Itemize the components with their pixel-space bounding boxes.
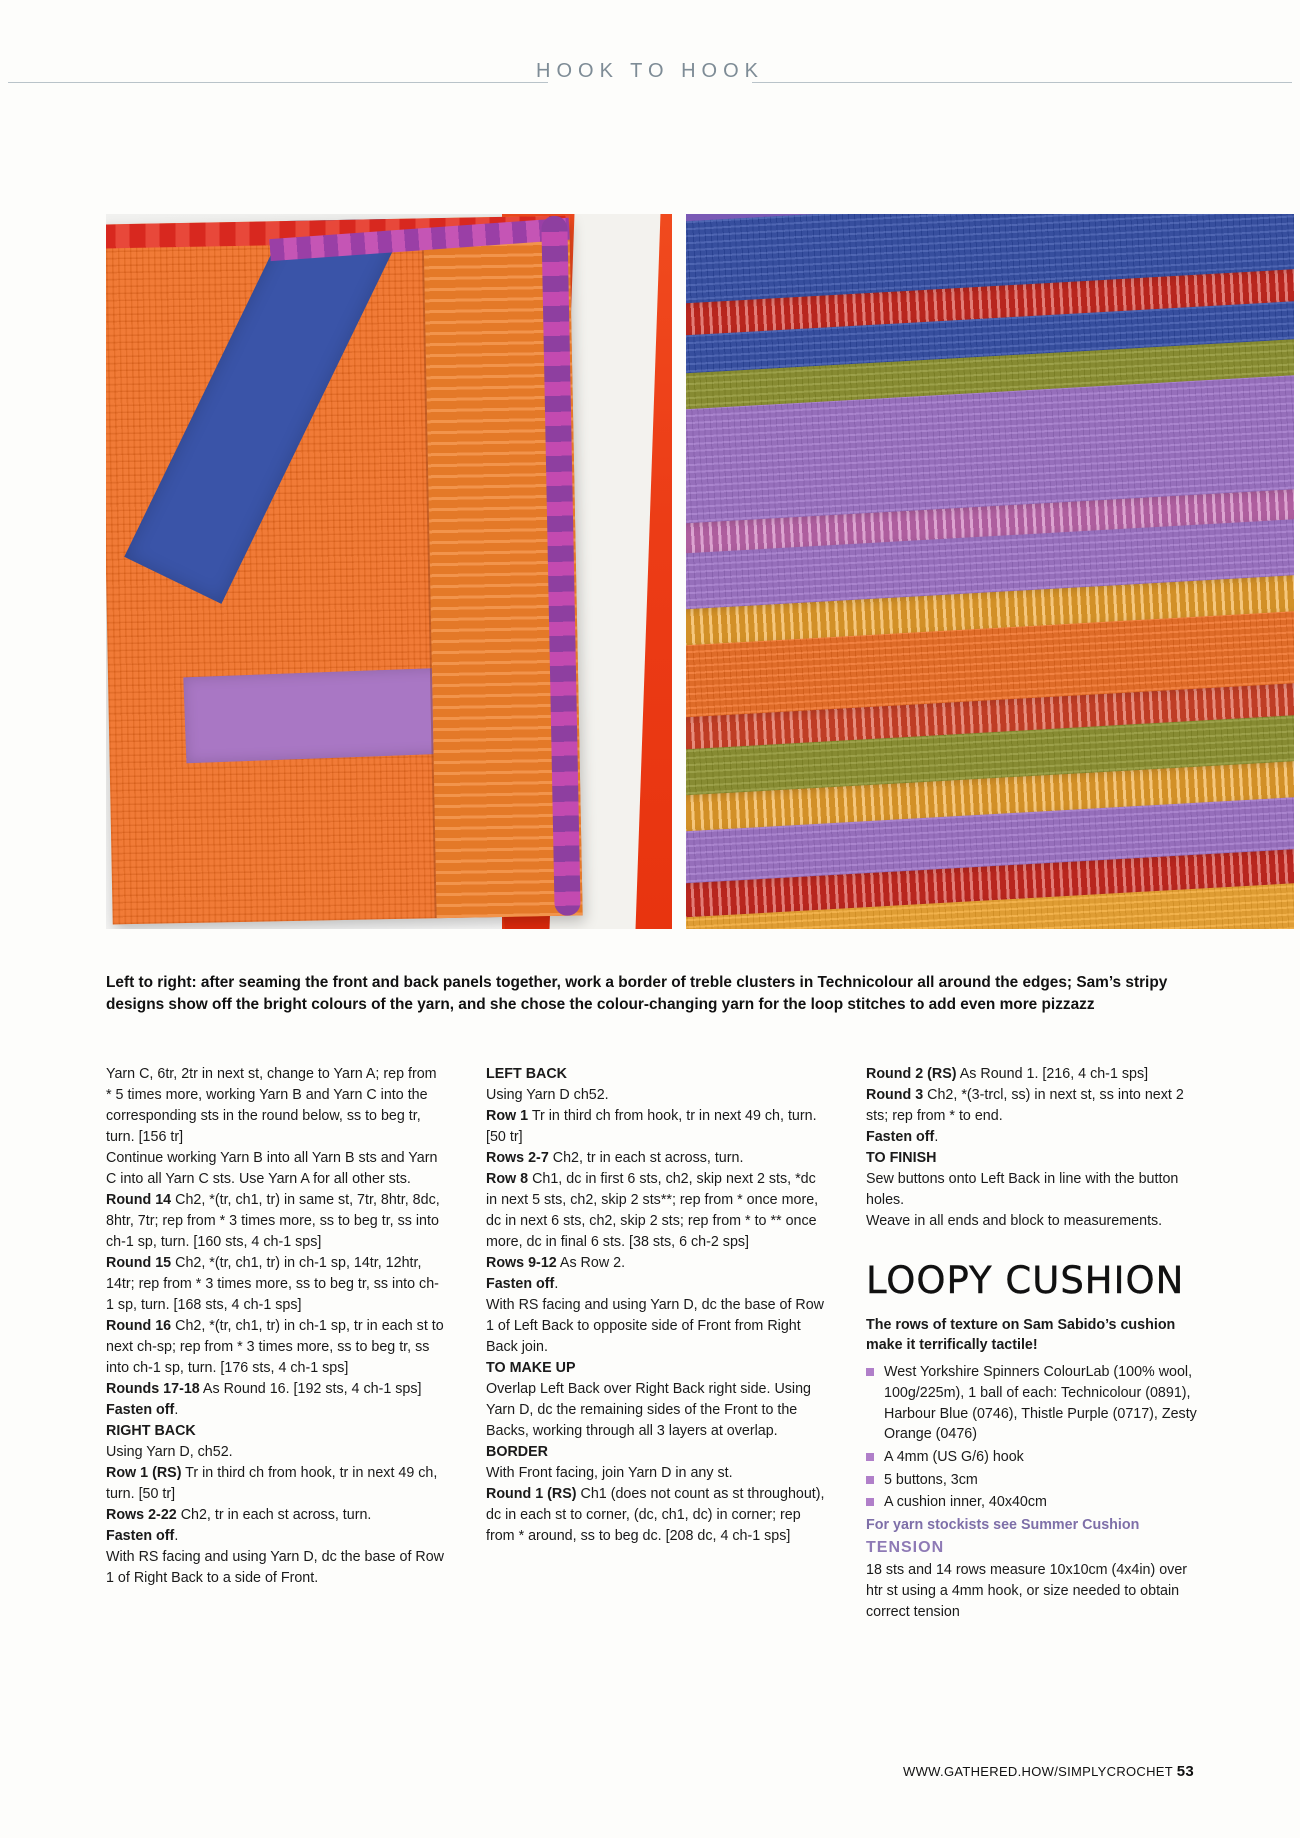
bullet-square-icon: [866, 1476, 874, 1484]
section-border: BORDER: [486, 1444, 548, 1461]
lb-row-8-text: Ch1, dc in first 6 sts, ch2, skip next 2 sts, *dc in next 5 sts, ch2, skip 2 sts**; rep from * once more, dc in next 6 sts, ch2, skip 2 sts; rep from * to ** once more, dc in final 6 sts. [38 sts, 6 ch-2 sps]: [486, 1171, 819, 1251]
round-3-label: Round 3: [866, 1087, 924, 1104]
footer-url: WWW.GATHERED.HOW/SIMPLYCROCHET: [903, 1764, 1173, 1779]
photo-caption: Left to right: after seaming the front and back panels together, work a border of treble clusters in Technicolour all around the edges; Sam’s stripy designs show off the bright colours of the yarn, and she chose the colour-changing yarn for the loop stitches to add even more pizzazz: [106, 974, 1168, 1013]
loopy-cushion-title: LOOPY CUSHION: [866, 1259, 1185, 1303]
page-footer: [903, 1763, 1194, 1780]
photo-cushion-front: [106, 216, 583, 925]
fasten-off-dot: .: [174, 1402, 179, 1419]
paragraph: With Front facing, join Yarn D in any st.: [486, 1465, 733, 1482]
material-text: A cushion inner, 40x40cm: [884, 1494, 1047, 1511]
lb-row-1: [486, 1106, 826, 1148]
round-15: [106, 1253, 446, 1316]
page-title: HOOK TO HOOK: [536, 60, 764, 82]
list-item: [866, 1447, 1206, 1468]
materials-list: [866, 1362, 1206, 1513]
lb-rows-2-7-label: Rows 2-7: [486, 1150, 549, 1167]
list-item: [866, 1470, 1206, 1491]
page-header: [0, 60, 1300, 100]
photo-strip: [106, 214, 1300, 929]
round-15-label: Round 15: [106, 1255, 172, 1272]
list-item: [866, 1362, 1206, 1445]
round-3-text: Ch2, *(3-trcl, ss) in next st, ss into next 2 sts; rep from * to end.: [866, 1087, 1184, 1125]
photo-front-panel: [106, 214, 672, 929]
list-item: [866, 1492, 1206, 1513]
fasten-off-label: Fasten off: [866, 1129, 935, 1146]
round-14-label: Round 14: [106, 1192, 172, 1209]
lb-fasten-off-dot: .: [554, 1276, 559, 1293]
column-3: [866, 1064, 1206, 1623]
lb-rows-9-12-text: As Row 2.: [556, 1255, 626, 1272]
round-15-text: Ch2, *(tr, ch1, tr) in ch-1 sp, 14tr, 12htr, 14tr; rep from * 3 times more, ss to beg tr, ss into ch-1 sp, turn. [168 sts, 4 ch-1 sps]: [106, 1255, 439, 1314]
loopy-cushion-standfirst: The rows of texture on Sam Sabido’s cushion make it terrifically tactile!: [866, 1316, 1176, 1353]
paragraph: With RS facing and using Yarn D, dc the base of Row 1 of Right Back to a side of Front.: [106, 1549, 445, 1587]
rounds-17-18-text: As Round 16. [192 sts, 4 ch-1 sps]: [199, 1381, 422, 1398]
border-round-1-text: Ch1 (does not count as st throughout), dc in each st to corner, (dc, ch1, dc) in corner; rep from * around, ss to beg dc. [208 dc, 4 ch-1 sps]: [486, 1486, 825, 1545]
material-text: West Yorkshire Spinners ColourLab (100% wool, 100g/225m), 1 ball of each: Technicolour (0891), Harbour Blue (0746), Thistle Purple (0717), Zesty Orange (0476): [884, 1364, 1197, 1443]
rounds-17-18-label: Rounds 17-18: [106, 1381, 200, 1398]
paragraph: Sew buttons onto Left Back in line with the button holes.: [866, 1171, 1179, 1209]
page-number: 53: [1176, 1763, 1194, 1780]
bullet-square-icon: [866, 1498, 874, 1506]
photo-purple-stripe: [183, 668, 448, 764]
fasten-off-label: Fasten off: [106, 1402, 175, 1419]
material-text: A 4mm (US G/6) hook: [884, 1448, 1024, 1465]
column-2: [486, 1064, 826, 1547]
stockists-note: For yarn stockists see Summer Cushion: [866, 1517, 1140, 1534]
lb-row-8: [486, 1169, 826, 1253]
article-columns: [106, 1064, 1206, 1764]
rb-row-1-text: Tr in third ch from hook, tr in next 49 ch, turn. [50 tr]: [106, 1465, 438, 1503]
round-16: [106, 1316, 446, 1379]
border-round-1-label: Round 1 (RS): [486, 1486, 577, 1503]
section-right-back: RIGHT BACK: [106, 1423, 196, 1440]
rb-rows-2-22: [106, 1505, 446, 1526]
round-2-text: As Round 1. [216, 4 ch-1 sps]: [956, 1066, 1149, 1082]
lb-rows-2-7: [486, 1148, 826, 1169]
fasten-off: [866, 1127, 1206, 1148]
fasten-off-dot: .: [934, 1129, 939, 1146]
rb-fasten-off-label: Fasten off: [106, 1528, 175, 1545]
photo-loopy-stripes: [686, 214, 1294, 929]
border-round-1: [486, 1484, 826, 1547]
round-3: [866, 1085, 1206, 1127]
rb-rows-text: Ch2, tr in each st across, turn.: [176, 1507, 372, 1524]
lb-row-8-label: Row 8: [486, 1171, 529, 1188]
rb-row-1-label: Row 1 (RS): [106, 1465, 182, 1482]
fasten-off: [106, 1400, 446, 1421]
rb-fasten-off-dot: .: [174, 1528, 179, 1545]
paragraph: Yarn C, 6tr, 2tr in next st, change to Yarn A; rep from * 5 times more, working Yarn B and Yarn C into the corresponding sts in the round below, ss to beg tr, turn. [156 tr]: [106, 1066, 437, 1146]
lb-rows-9-12: [486, 1253, 826, 1274]
photo-loopy-detail: [686, 214, 1294, 929]
bullet-square-icon: [866, 1368, 874, 1376]
rb-row-1: [106, 1463, 446, 1505]
tension-text: 18 sts and 14 rows measure 10x10cm (4x4in) over htr st using a 4mm hook, or size needed to obtain correct tension: [866, 1561, 1188, 1620]
paragraph: Weave in all ends and block to measurements.: [866, 1213, 1163, 1230]
lb-rows-9-12-label: Rows 9-12: [486, 1255, 557, 1272]
bullet-square-icon: [866, 1453, 874, 1461]
round-16-text: Ch2, *(tr, ch1, tr) in ch-1 sp, tr in each st to next ch-sp; rep from * 3 times more, ss to beg tr, ss into ch-1 sp, turn. [176 sts, 4 ch-1 sps]: [106, 1318, 444, 1377]
round-14: [106, 1190, 446, 1253]
paragraph: Using Yarn D ch52.: [486, 1087, 609, 1104]
paragraph: Overlap Left Back over Right Back right side. Using Yarn D, dc the remaining sides of the Front to the Backs, working through all 3 layers at overlap.: [486, 1381, 812, 1440]
rb-rows-label: Rows 2-22: [106, 1507, 177, 1524]
column-1: [106, 1064, 446, 1589]
section-to-finish: TO FINISH: [866, 1150, 937, 1167]
round-2: [866, 1064, 1206, 1085]
lb-fasten-off-label: Fasten off: [486, 1276, 555, 1293]
lb-row-1-label: Row 1: [486, 1108, 529, 1125]
section-to-make-up: TO MAKE UP: [486, 1360, 576, 1377]
rb-fasten-off: [106, 1526, 446, 1547]
section-tension: TENSION: [866, 1539, 945, 1557]
round-14-text: Ch2, *(tr, ch1, tr) in same st, 7tr, 8htr, 8dc, 8htr, 7tr; rep from * 3 times more, ss to beg tr, ss into ch-1 sp, turn. [160 sts, 4 ch-1 sps]: [106, 1192, 440, 1251]
rounds-17-18: [106, 1379, 446, 1400]
lb-fasten-off: [486, 1274, 826, 1295]
lb-rows-2-7-text: Ch2, tr in each st across, turn.: [548, 1150, 744, 1167]
section-left-back: LEFT BACK: [486, 1066, 568, 1082]
material-text: 5 buttons, 3cm: [884, 1471, 978, 1488]
paragraph: With RS facing and using Yarn D, dc the base of Row 1 of Left Back to opposite side of Front from Right Back join.: [486, 1297, 825, 1356]
paragraph: Using Yarn D, ch52.: [106, 1444, 233, 1461]
round-2-label: Round 2 (RS): [866, 1066, 957, 1082]
round-16-label: Round 16: [106, 1318, 172, 1335]
lb-row-1-text: Tr in third ch from hook, tr in next 49 ch, turn. [50 tr]: [486, 1108, 817, 1146]
paragraph: Continue working Yarn B into all Yarn B sts and Yarn C into all Yarn C sts. Use Yarn A for all other sts.: [106, 1150, 438, 1188]
